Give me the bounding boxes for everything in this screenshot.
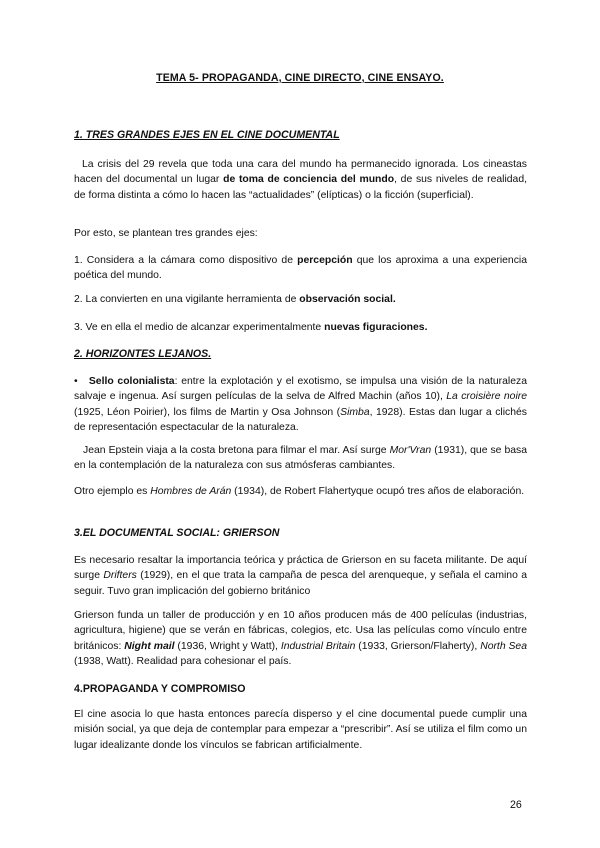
page-number: 26 [510, 799, 522, 811]
section-1-heading: 1. TRES GRANDES EJES EN EL CINE DOCUMENTAL [74, 129, 340, 141]
text-run: que los aproxima a una experiencia poética del mundo. [74, 255, 527, 282]
text-run: (1931), que se basa en la contemplación de la naturaleza con sus atmósferas cambiantes. [74, 445, 527, 472]
section-1-list-item-1 [74, 253, 527, 284]
film-title: Industrial Britain [280, 640, 356, 652]
text-run: : entre la explotación y el exotismo, se impulsa una visión de la naturaleza salvaje e ingenua. Así surgen películas de la selva de Alfred Machin (años 10), [74, 376, 527, 403]
text-run: 3. Ve en ella el medio de alcanzar experimentalmente [74, 322, 325, 333]
section-3-paragraph-1 [74, 553, 527, 599]
text-run: La crisis del 29 revela que toda una cara del mundo ha permanecido ignorada. Los cineastas hacen del documental un lugar [74, 159, 527, 186]
text-run: (1938, Watt). Realidad para cohesionar el país. [74, 656, 292, 668]
section-1-paragraph-2: Por esto, se plantean tres grandes ejes: [74, 228, 258, 239]
section-2-paragraph-3 [74, 484, 527, 499]
section-2-paragraph-2 [74, 443, 527, 474]
film-title: Mor'Vran [389, 445, 432, 456]
section-4-heading: 4.PROPAGANDA Y COMPROMISO [74, 683, 246, 695]
film-title: North Sea [480, 640, 527, 652]
section-3-heading: 3.EL DOCUMENTAL SOCIAL: GRIERSON [74, 527, 280, 539]
section-1-list-item-3 [74, 320, 527, 335]
text-run: (1934), de Robert Flahertyque ocupó tres años de elaboración. [231, 486, 525, 497]
section-1-paragraph-1 [74, 157, 527, 203]
document-title: TEMA 5- PROPAGANDA, CINE DIRECTO, CINE ENSAYO. [156, 72, 444, 84]
bold-text: de toma de conciencia del mundo [223, 174, 395, 186]
text-run: Jean Epstein viaja a la costa bretona para filmar el mar. Así surge [83, 445, 390, 456]
film-title: La croisière noire [446, 391, 527, 403]
bold-text: Sello colonialista [88, 376, 175, 387]
bold-text: nuevas figuraciones. [324, 322, 428, 333]
film-title: Night mail [124, 640, 175, 652]
text-run: (1925, Léon Poirier), los films de Martin y Osa Johnson ( [74, 406, 341, 418]
text-run: , 1928). Estas dan lugar a clichés de representación espectacular de la naturaleza. [74, 406, 527, 434]
film-title: Simba [340, 406, 370, 418]
bold-text: percepción [297, 255, 353, 266]
text-run: Es necesario resaltar la importancia teórica y práctica de Grierson en su faceta militante. De aquí surge [74, 555, 527, 582]
text-run: (1929), en el que trata la campaña de pesca del arenqueque, y señala el camino a seguir. Tuvo gran implicación del gobierno británico [74, 570, 527, 597]
section-4-paragraph-1: El cine asocia lo que hasta entonces parecía disperso y el cine documental puede cumplir una misión social, ya que deja de contemplar para empezar a “prescribir”. Así se utiliza el film como un lugar idealizante donde los vínculos se fabrican artificialmente. [74, 709, 527, 751]
text-run: , de sus niveles de realidad, de forma distinta a cómo lo hacen las “actualidades” (elípticas) o la ficción (superficial). [74, 174, 527, 201]
section-3-paragraph-2 [74, 608, 527, 670]
film-title: Drifters [103, 570, 137, 582]
text-run: (1933, Grierson/Flaherty), [355, 640, 481, 652]
bullet-icon: • [74, 376, 78, 387]
text-run: Otro ejemplo es [74, 486, 151, 497]
film-title: Hombres de Arán [150, 486, 232, 497]
text-run: (1936, Wright y Watt), [174, 640, 281, 652]
section-2-paragraph-1 [74, 374, 527, 436]
section-2-heading: 2. HORIZONTES LEJANOS. [74, 348, 212, 360]
bold-text: observación social. [299, 294, 396, 305]
text-run: 1. Considera a la cámara como dispositivo de [74, 255, 298, 266]
text-run: Grierson funda un taller de producción y en 10 años producen más de 400 películas (industrias, agricultura, higiene) que se verán en fábricas, colegios, etc. Usa las películas como vínculo entre británicos: [74, 610, 527, 652]
text-run: 2. La convierten en una vigilante herramienta de [74, 294, 300, 305]
section-1-list-item-2 [74, 292, 527, 307]
